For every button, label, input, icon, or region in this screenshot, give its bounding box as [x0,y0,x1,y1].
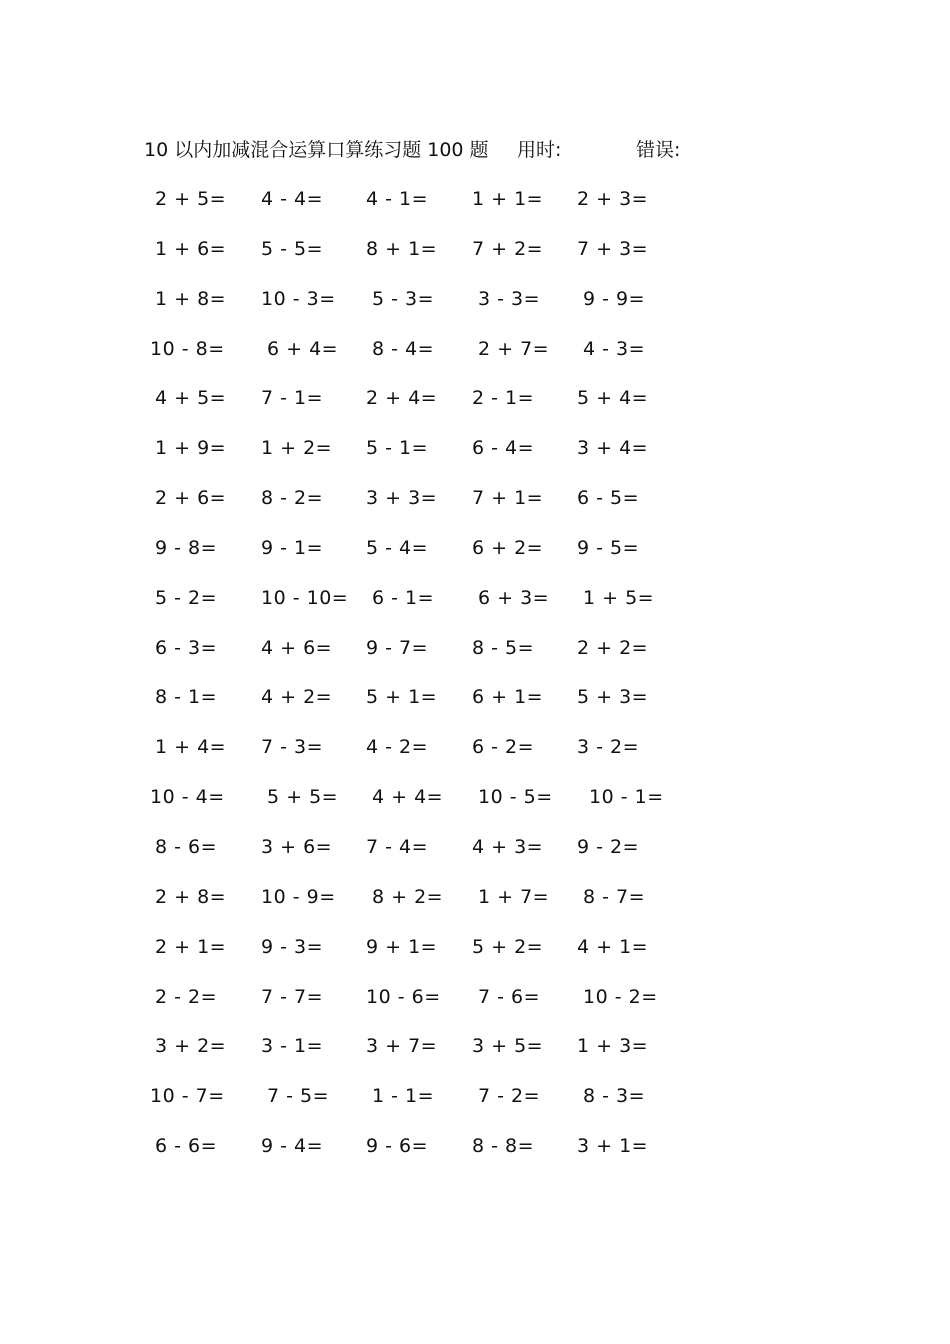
problem-item: 2 + 4= [366,387,438,410]
problem-item: 6 + 3= [478,586,550,609]
problem-item: 9 + 1= [366,935,438,958]
problem-item: 4 + 5= [155,387,227,410]
problem-item: 2 + 7= [478,337,550,360]
problem-item: 9 - 4= [261,1135,324,1158]
problem-item: 2 + 8= [155,885,227,908]
time-label: 用时: [517,139,562,161]
problem-item: 2 + 1= [155,935,227,958]
problem-item: 5 - 1= [366,437,429,460]
problem-item: 4 + 1= [577,935,649,958]
problem-row [0,783,950,833]
problem-grid [0,185,950,1182]
problem-row [0,634,950,684]
problem-row [0,484,950,534]
problem-item: 3 - 2= [577,736,640,759]
problem-row [0,285,950,335]
problem-item: 8 - 2= [261,487,324,510]
problem-item: 8 - 5= [472,636,535,659]
problem-row [0,983,950,1033]
problem-item: 1 + 7= [478,885,550,908]
problem-item: 5 - 4= [366,536,429,559]
problem-item: 4 - 2= [366,736,429,759]
problem-item: 6 - 4= [472,437,535,460]
problem-row [0,584,950,634]
problem-item: 3 + 5= [472,1035,544,1058]
problem-item: 10 - 10= [261,586,349,609]
problem-row [0,683,950,733]
problem-item: 1 + 6= [155,237,227,260]
problem-item: 4 + 3= [472,835,544,858]
problem-item: 4 - 3= [583,337,646,360]
problem-row [0,1032,950,1082]
problem-item: 1 + 5= [583,586,655,609]
problem-item: 10 - 6= [366,985,441,1008]
problem-item: 1 + 4= [155,736,227,759]
problem-row [0,833,950,883]
problem-item: 8 - 1= [155,686,218,709]
problem-item: 3 + 1= [577,1135,649,1158]
problem-item: 9 - 5= [577,536,640,559]
problem-item: 3 + 3= [366,487,438,510]
problem-row [0,335,950,385]
problem-row [0,883,950,933]
problem-item: 8 - 6= [155,835,218,858]
problem-item: 2 + 3= [577,188,649,210]
problem-item: 4 - 1= [366,188,429,210]
problem-item: 10 - 7= [150,1085,225,1108]
problem-item: 3 + 7= [366,1035,438,1058]
problem-item: 9 - 7= [366,636,429,659]
problem-item: 6 - 2= [472,736,535,759]
problem-item: 7 - 2= [478,1085,541,1108]
problem-item: 7 - 1= [261,387,324,410]
problem-item: 4 + 4= [372,786,444,809]
problem-item: 1 + 2= [261,437,333,460]
problem-row [0,1082,950,1132]
problem-item: 8 - 3= [583,1085,646,1108]
problem-item: 10 - 4= [150,786,225,809]
problem-item: 7 - 6= [478,985,541,1008]
problem-item: 9 - 3= [261,935,324,958]
problem-item: 9 - 6= [366,1135,429,1158]
problem-item: 1 + 8= [155,287,227,310]
problem-item: 4 + 2= [261,686,333,709]
problem-item: 5 + 3= [577,686,649,709]
problem-item: 3 + 6= [261,835,333,858]
problem-item: 10 - 8= [150,337,225,360]
problem-item: 10 - 1= [589,786,664,809]
page-title: 10 以内加减混合运算口算练习题 100 题 [144,139,489,161]
problem-item: 2 - 1= [472,387,535,410]
problem-item: 1 + 3= [577,1035,649,1058]
problem-item: 7 + 1= [472,487,544,510]
problem-item: 10 - 9= [261,885,336,908]
problem-item: 7 + 2= [472,237,544,260]
problem-row [0,434,950,484]
problem-row [0,733,950,783]
problem-row [0,384,950,434]
problem-item: 9 - 2= [577,835,640,858]
problem-item: 3 + 4= [577,437,649,460]
problem-item: 4 + 6= [261,636,333,659]
problem-item: 1 + 1= [472,188,544,210]
problem-item: 8 + 2= [372,885,444,908]
problem-item: 10 - 5= [478,786,553,809]
problem-item: 5 + 5= [267,786,339,809]
problem-item: 5 - 5= [261,237,324,260]
problem-item: 10 - 3= [261,287,336,310]
problem-item: 3 - 1= [261,1035,324,1058]
problem-item: 5 + 2= [472,935,544,958]
problem-item: 6 - 5= [577,487,640,510]
problem-item: 7 - 3= [261,736,324,759]
problem-item: 10 - 2= [583,985,658,1008]
problem-row [0,235,950,285]
problem-item: 3 + 2= [155,1035,227,1058]
problem-item: 8 - 8= [472,1135,535,1158]
problem-item: 8 + 1= [366,237,438,260]
problem-item: 1 - 1= [372,1085,435,1108]
problem-item: 6 - 3= [155,636,218,659]
problem-item: 5 - 2= [155,586,218,609]
problem-item: 6 + 4= [267,337,339,360]
problem-item: 2 - 2= [155,985,218,1008]
problem-item: 2 + 2= [577,636,649,659]
problem-item: 7 - 7= [261,985,324,1008]
problem-item: 6 - 6= [155,1135,218,1158]
problem-item: 6 + 2= [472,536,544,559]
problem-row [0,933,950,983]
problem-row [0,185,950,235]
problem-item: 6 + 1= [472,686,544,709]
problem-item: 4 - 4= [261,188,324,210]
problem-item: 9 - 8= [155,536,218,559]
problem-item: 6 - 1= [372,586,435,609]
problem-item: 1 + 9= [155,437,227,460]
error-label: 错误: [636,139,681,161]
problem-item: 7 - 4= [366,835,429,858]
problem-item: 9 - 1= [261,536,324,559]
problem-item: 9 - 9= [583,287,646,310]
worksheet-header [144,137,681,163]
problem-item: 8 - 4= [372,337,435,360]
problem-item: 7 + 3= [577,237,649,260]
problem-item: 2 + 6= [155,487,227,510]
problem-item: 2 + 5= [155,188,227,210]
problem-item: 5 - 3= [372,287,435,310]
problem-item: 7 - 5= [267,1085,330,1108]
problem-item: 3 - 3= [478,287,541,310]
problem-row [0,1132,950,1182]
problem-item: 8 - 7= [583,885,646,908]
problem-item: 5 + 1= [366,686,438,709]
problem-item: 5 + 4= [577,387,649,410]
problem-row [0,534,950,584]
